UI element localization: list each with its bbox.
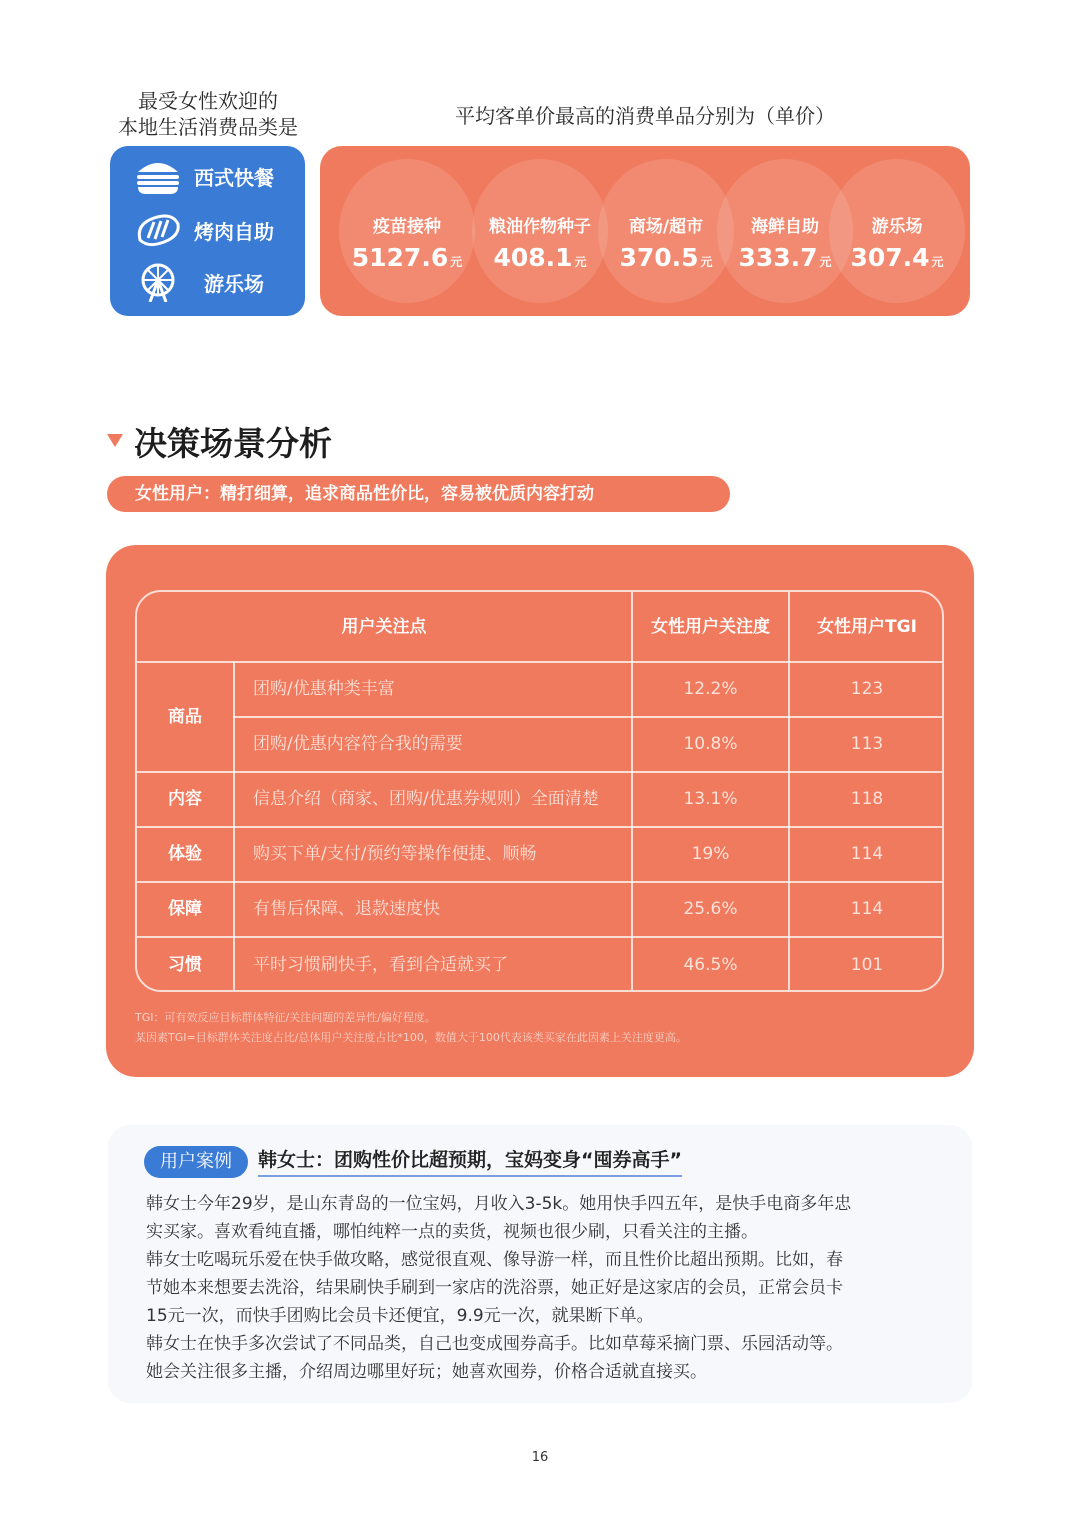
top-price-items-title: 平均客单价最高的消费单品分别为（单价） [455,104,835,128]
favorite-item-label: 烤肉自助 [194,220,274,244]
price-unit: 元 [574,255,587,269]
attention-table-panel [106,545,974,1077]
section-marker-icon [107,434,123,447]
price-item-value: 5127.6 [351,243,449,272]
table-category: 内容 [168,789,202,809]
table-cell-focus: 有售后保障、退款速度快 [253,899,440,919]
user-case-title: 韩女士：团购性价比超预期，宝妈变身“囤券高手” [258,1145,682,1177]
favorite-title-line: 最受女性欢迎的 [138,89,278,113]
table-cell-attention: 46.5% [683,955,738,975]
favorite-item-ferris-wheel [110,260,305,304]
table-cell-attention: 10.8% [683,734,738,754]
price-unit: 元 [450,255,463,269]
favorite-title-line: 本地生活消费品类是 [118,115,298,139]
table-category: 商品 [168,707,202,727]
ferris-wheel-icon [134,262,182,302]
price-item [472,159,608,303]
table-category: 保障 [168,899,202,919]
table-cell-attention: 19% [691,844,730,864]
table-header: 女性用户关注度 [651,617,770,637]
price-item-name: 疫苗接种 [373,217,441,237]
price-item-name: 游乐场 [871,217,923,237]
top-price-items-card [320,146,970,316]
table-cell-tgi: 123 [850,679,884,699]
table-cell-focus: 平时习惯刷快手，看到合适就买了 [253,955,508,975]
case-line: 节她本来想要去洗浴，结果刷快手刷到一家店的洗浴票，她正好是这家店的会员，正常会员卡 [146,1278,843,1298]
price-item-name: 海鲜自助 [751,217,819,237]
page-number: 16 [531,1450,549,1465]
table-cell-tgi: 114 [850,844,884,864]
case-line: 韩女士在快手多次尝试了不同品类，自己也变成囤券高手。比如草莓采摘门票、乐园活动等。 [146,1334,843,1354]
table-header: 女性用户TGI [817,617,917,637]
table-cell-tgi: 114 [850,899,884,919]
favorite-item-burger [110,154,305,198]
favorite-item-grilled-meat [110,208,305,252]
price-item-name: 商场/超市 [628,217,704,237]
price-item-value: 408.1 [493,243,573,272]
table-cell-attention: 25.6% [683,899,738,919]
table-cell-focus: 信息介绍（商家、团购/优惠券规则）全面清楚 [253,789,599,809]
case-line: 韩女士吃喝玩乐爱在快手做攻略，感觉很直观、像导游一样，而且性价比超出预期。比如，春 [146,1250,843,1270]
table-category: 习惯 [168,955,202,975]
burger-icon [134,156,182,196]
section-title: 决策场景分析 [134,424,332,463]
footnote-line: 某因素TGI=目标群体关注度占比/总体用户关注度占比*100，数值大于100代表该类买家在此因素上关注度更高。 [135,1031,687,1044]
favorite-categories-title [100,88,316,140]
table-cell-attention: 12.2% [683,679,738,699]
favorite-item-label: 游乐场 [204,272,264,296]
price-item-value: 370.5 [619,243,699,272]
case-line: 15元一次，而快手团购比会员卡还便宜，9.9元一次，就果断下单。 [146,1306,654,1326]
footnote-line: TGI：可有效反应目标群体特征/关注问题的差异性/偏好程度。 [135,1011,436,1024]
price-item [829,159,965,303]
price-item-name: 粮油作物种子 [489,217,591,237]
table-cell-tgi: 118 [850,789,884,809]
price-item [339,159,475,303]
case-line: 她会关注很多主播，介绍周边哪里好玩；她喜欢囤券，价格合适就直接买。 [146,1362,707,1382]
table-cell-tgi: 113 [850,734,884,754]
attention-table [135,590,944,992]
price-item [598,159,734,303]
favorite-item-label: 西式快餐 [194,166,274,190]
case-line: 韩女士今年29岁，是山东青岛的一位宝妈，月收入3-5k。她用快手四五年，是快手电商多年忠 [146,1194,852,1214]
case-line: 实买家。喜欢看纯直播，哪怕纯粹一点的卖货，视频也很少刷，只看关注的主播。 [146,1222,758,1242]
price-item-value: 307.4 [850,243,930,272]
price-unit: 元 [819,255,832,269]
table-cell-focus: 购买下单/支付/预约等操作便捷、顺畅 [253,844,537,864]
table-header: 用户关注点 [341,617,427,637]
table-category: 体验 [168,844,202,864]
table-footnote [135,1008,687,1048]
section-subtitle: 女性用户：精打细算，追求商品性价比，容易被优质内容打动 [107,476,730,512]
table-cell-focus: 团购/优惠内容符合我的需要 [253,734,463,754]
price-unit: 元 [931,255,944,269]
user-case-card [108,1125,972,1403]
table-cell-focus: 团购/优惠种类丰富 [253,679,395,699]
favorite-categories-card [110,146,305,316]
user-case-body [146,1190,946,1386]
grilled-meat-icon [134,210,182,250]
price-unit: 元 [700,255,713,269]
table-cell-tgi: 101 [850,955,884,975]
price-item-value: 333.7 [738,243,818,272]
table-cell-attention: 13.1% [683,789,738,809]
user-case-tag: 用户案例 [144,1146,248,1178]
